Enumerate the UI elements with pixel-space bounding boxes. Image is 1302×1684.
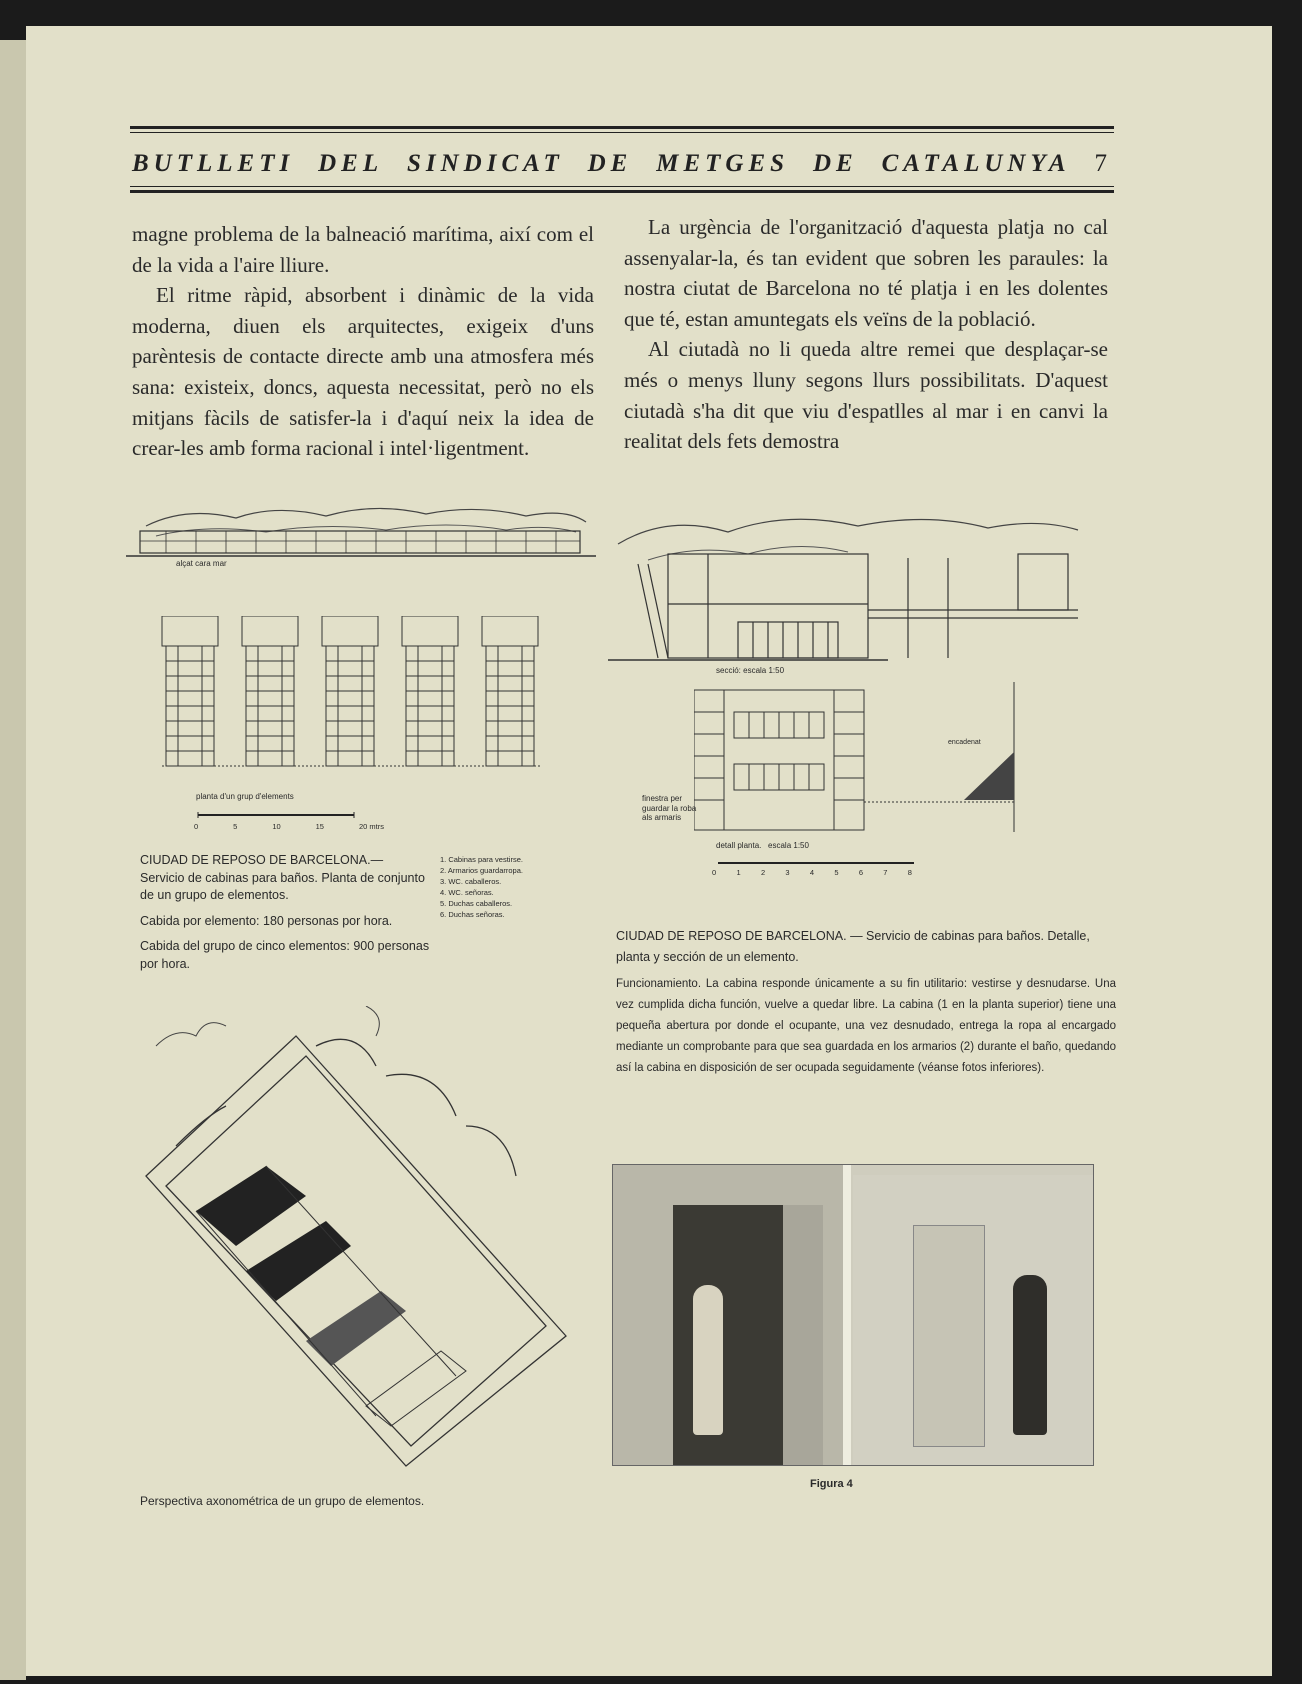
- legend-item: 2. Armarios guardarropa.: [440, 866, 523, 875]
- plan-drawing: [152, 616, 552, 786]
- photo-doorway: [673, 1205, 783, 1465]
- plan-element: [402, 616, 458, 766]
- caption-body: Funcionamiento. La cabina responde únicamente a su fin utilitario: vestirse y desnudarse. Una vez cumplida dicha función, vuelve a quedar libre. La cabina (1 en la planta superior) tiene una pequeña abertura por donde el ocupante, una vez desnudado, entrega la ropa al encargado mediante un comprobante para que sea guardada en los armarios (2) durante el baño, quedando así la cabina en disposición de ser ocupada seguidamente (véanse fotos inferiores).: [616, 978, 1116, 1074]
- running-head-word: BUTLLETI: [132, 150, 295, 177]
- left-page-edge: [0, 40, 26, 1680]
- scale-tick: 1: [736, 868, 741, 877]
- photo-person: [1013, 1275, 1047, 1435]
- right-scale-ticks: [712, 868, 912, 877]
- caption-title: CIUDAD DE REPOSO DE BARCELONA.— Servicio de cabinas para baños. Planta de conjunto de un grupo de elementos.: [140, 853, 425, 902]
- scale-tick: 4: [809, 868, 815, 877]
- scale-tick: 2: [760, 868, 766, 877]
- scale-tick: 3: [785, 868, 790, 877]
- header-rule-top: [130, 126, 1114, 129]
- header-rule-bottom: [130, 190, 1114, 193]
- scale-tick: 0: [194, 822, 199, 831]
- header-rule-top-thin: [130, 132, 1114, 133]
- running-head-word: DE: [587, 150, 633, 177]
- caption-capacity-element: Cabida por elemento: 180 personas por hora.: [140, 913, 393, 928]
- section-label: secció: escala 1:50: [716, 666, 785, 675]
- legend-item: 5. Duchas caballeros.: [440, 899, 513, 908]
- axonometric-caption: Perspectiva axonométrica de un grupo de elementos.: [140, 1494, 425, 1508]
- header-rule-bottom-thin: [130, 186, 1114, 187]
- photo-door: [783, 1205, 823, 1465]
- journal-page: [26, 26, 1272, 1676]
- right-column-text: [624, 212, 1108, 457]
- plan-legend: [440, 854, 590, 920]
- caption-capacity-group: Cabida del grupo de cinco elementos: 900 personas por hora.: [140, 939, 430, 971]
- scale-tick: 5: [233, 822, 238, 831]
- scale-tick: 6: [858, 868, 863, 877]
- section-caption: [616, 926, 1116, 1087]
- photo-divider: [843, 1165, 851, 1465]
- plan-element: [322, 616, 378, 766]
- scale-tick: 15: [315, 822, 324, 831]
- axonometric-drawing: [136, 1006, 576, 1476]
- plan-element: [242, 616, 298, 766]
- side-note: encadenat: [948, 739, 981, 746]
- plan-label: planta d'un grup d'elements: [196, 792, 294, 801]
- left-scale-ticks: [194, 822, 384, 831]
- scale-tick: 20 mtrs: [358, 822, 384, 831]
- caption-title: CIUDAD DE REPOSO DE BARCELONA. — Servicio de cabinas para baños. Detalle, planta y sección de un elemento.: [616, 929, 1090, 964]
- scale-tick: 10: [272, 822, 281, 831]
- scale-tick: 5: [834, 868, 839, 877]
- paragraph: La urgència de l'organització d'aquesta platja no cal assenyalar-la, és tan evident que sobren les paraules: la nostra ciutat de Barcelona no té platja i en les dolentes que té, estan amuntegats els veïns de la població.: [624, 215, 1108, 331]
- plan-element: [482, 616, 538, 766]
- photo-figure: [693, 1285, 723, 1435]
- scale-tick: 0: [712, 868, 717, 877]
- paragraph: Al ciutadà no li queda altre remei que desplaçar-se més o menys lluny segons llurs possibilitats. D'aquest ciutadà s'ha dit que viu d'espatlles al mar i en canvi la realitat dels fets demostra: [624, 337, 1108, 454]
- elevation-label: alçat cara mar: [176, 559, 227, 568]
- running-head-word: SINDICAT: [407, 150, 564, 177]
- running-head-word: CATALUNYA: [881, 150, 1071, 177]
- legend-item: 4. WC. señoras.: [440, 888, 494, 897]
- legend-item: 1. Cabinas para vestirse.: [440, 855, 523, 864]
- detail-label: detall planta. escala 1:50: [716, 841, 809, 850]
- scale-tick: 7: [883, 868, 888, 877]
- plan-element: [162, 616, 218, 766]
- legend-item: 6. Duchas señoras.: [440, 910, 505, 919]
- running-head-word: DEL: [318, 150, 384, 177]
- paragraph: magne problema de la balneació marítima, així com el de la vida a l'aire lliure.: [132, 222, 594, 277]
- photo-cabin-door: [913, 1225, 985, 1447]
- running-head: [132, 144, 1112, 184]
- page-number: 7: [1094, 150, 1112, 177]
- running-head-word: DE: [812, 150, 858, 177]
- detail-plan-drawing: [694, 682, 1034, 842]
- figure-caption: Figura 4: [810, 1478, 853, 1490]
- window-note: finestra per guardar la roba als armaris: [642, 794, 697, 822]
- left-column-text: [132, 219, 594, 464]
- paragraph: El ritme ràpid, absorbent i dinàmic de la vida moderna, diuen els arquitectes, exigeix d'uns parèntesis de contacte directe amb una atmosfera més sana: existeix, doncs, aquesta necessitat, però no els mitjans fàcils de satisfer-la i d'aquí neix la idea de crear-les amb forma racional i intel·ligentment.: [132, 283, 594, 461]
- plan-caption: [140, 852, 430, 981]
- scale-tick: 8: [907, 868, 912, 877]
- running-head-word: METGES: [656, 150, 790, 177]
- legend-item: 3. WC. caballeros.: [440, 877, 502, 886]
- section-drawing: [608, 504, 1120, 664]
- photograph: [612, 1164, 1094, 1466]
